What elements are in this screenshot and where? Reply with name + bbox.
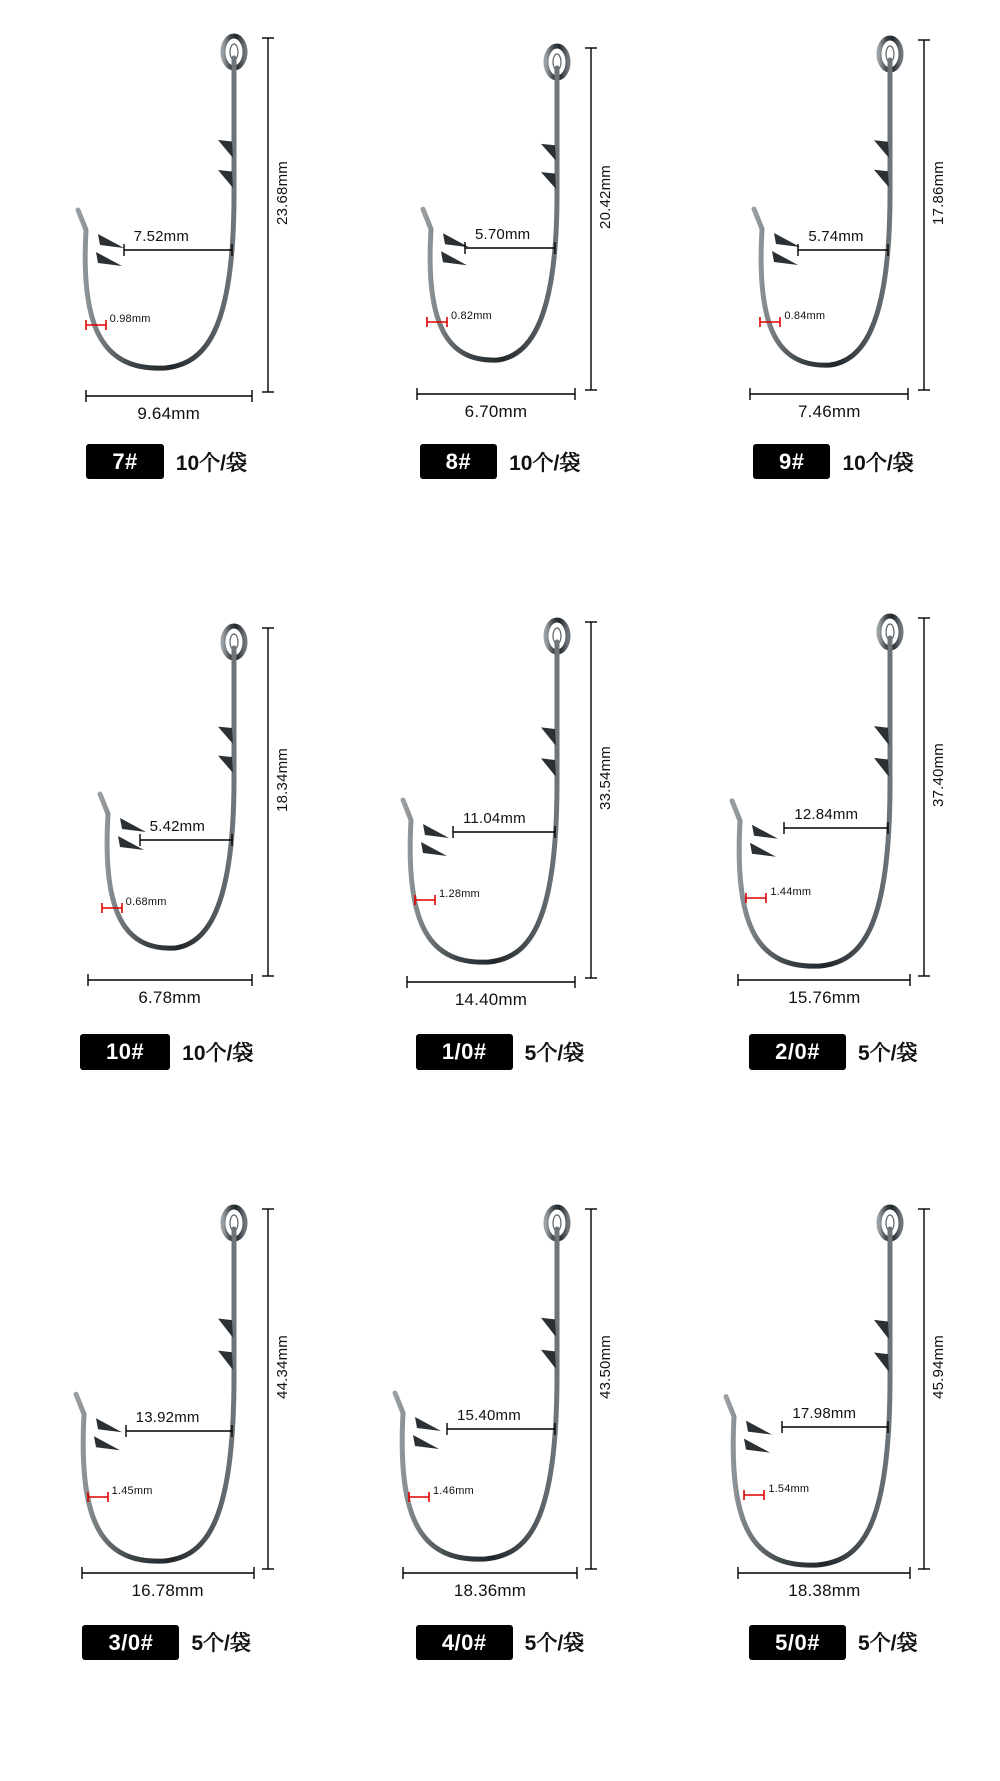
- hook-quantity-label: 10个/袋: [182, 1041, 254, 1065]
- hook-spec-cell: [0, 600, 333, 1190]
- gap-width-label: 5.74mm: [808, 228, 864, 245]
- bottom-width-label: 15.76mm: [788, 988, 861, 1008]
- gap-width-label: 12.84mm: [794, 806, 859, 824]
- barb-width-label: 0.98mm: [109, 313, 151, 325]
- hook-spec-cell: [0, 10, 333, 600]
- gap-width-label: 5.42mm: [149, 818, 206, 836]
- hook-size-badge: 4/0#: [416, 1625, 513, 1660]
- total-length-label: 43.50mm: [596, 1334, 614, 1399]
- hook-diagram: [12, 1191, 322, 1631]
- hook-size-badge: 10#: [80, 1034, 170, 1069]
- hook-spec-cell: [667, 600, 1000, 1190]
- barb-width-label: 0.68mm: [125, 896, 167, 909]
- gap-width-label: 7.52mm: [133, 228, 190, 245]
- total-length-label: 33.54mm: [596, 746, 614, 811]
- barb-width-label: 1.46mm: [432, 1484, 474, 1497]
- hook-size-badge: 3/0#: [82, 1625, 179, 1660]
- hook-quantity-label: 10个/袋: [509, 451, 581, 475]
- hook-quantity-label: 5个/袋: [524, 1632, 585, 1656]
- total-length-label: 45.94mm: [930, 1334, 948, 1399]
- hook-diagram: [345, 10, 655, 450]
- bottom-width-label: 18.36mm: [453, 1580, 527, 1600]
- hook-diagram: [678, 600, 988, 1040]
- bottom-width-label: 9.64mm: [137, 404, 200, 423]
- hook-quantity-label: 5个/袋: [857, 1632, 918, 1656]
- hook-diagram: [345, 600, 655, 1040]
- hook-size-badge: 5/0#: [749, 1625, 846, 1660]
- barb-width-label: 1.45mm: [111, 1484, 153, 1497]
- hook-diagram: [678, 1191, 988, 1631]
- total-length-label: 37.40mm: [930, 743, 948, 808]
- hook-spec-cell: [667, 1191, 1000, 1781]
- bottom-width-label: 6.70mm: [464, 402, 528, 421]
- barb-width-label: 1.54mm: [768, 1482, 810, 1495]
- total-length-label: 23.68mm: [273, 161, 291, 225]
- bottom-width-label: 16.78mm: [131, 1580, 204, 1600]
- hook-diagram: [12, 10, 322, 450]
- total-length-label: 17.86mm: [930, 161, 948, 225]
- hook-spec-cell: [667, 10, 1000, 600]
- hook-size-badge: 2/0#: [749, 1034, 846, 1069]
- hook-size-badge: 7#: [86, 444, 163, 479]
- bottom-width-label: 18.38mm: [788, 1580, 861, 1600]
- hook-spec-cell: [333, 600, 666, 1190]
- gap-width-label: 15.40mm: [456, 1406, 521, 1424]
- hook-diagram: [678, 10, 988, 450]
- hook-spec-cell: [333, 1191, 666, 1781]
- total-length-label: 44.34mm: [273, 1334, 291, 1399]
- hook-size-badge: 9#: [753, 444, 830, 479]
- barb-width-label: 0.82mm: [450, 310, 492, 322]
- hook-spec-cell: [0, 1191, 333, 1781]
- hook-spec-cell: [333, 10, 666, 600]
- barb-width-label: 1.28mm: [438, 888, 480, 901]
- hook-diagram: [345, 1191, 655, 1631]
- hook-size-badge: 8#: [420, 444, 497, 479]
- hook-quantity-label: 10个/袋: [175, 451, 247, 475]
- total-length-label: 18.34mm: [273, 748, 291, 813]
- hook-quantity-label: 5个/袋: [524, 1041, 585, 1065]
- hook-size-badge: 1/0#: [416, 1034, 513, 1069]
- hook-quantity-label: 10个/袋: [842, 451, 914, 475]
- gap-width-label: 13.92mm: [135, 1408, 200, 1426]
- bottom-width-label: 6.78mm: [138, 988, 201, 1008]
- bottom-width-label: 7.46mm: [798, 402, 861, 421]
- total-length-label: 20.42mm: [596, 165, 614, 229]
- barb-width-label: 1.44mm: [770, 886, 812, 899]
- gap-width-label: 5.70mm: [474, 226, 531, 243]
- hook-diagram: [12, 600, 322, 1040]
- bottom-width-label: 14.40mm: [454, 990, 528, 1010]
- hook-quantity-label: 5个/袋: [857, 1041, 918, 1065]
- gap-width-label: 11.04mm: [462, 810, 526, 828]
- gap-width-label: 17.98mm: [792, 1404, 857, 1422]
- hook-quantity-label: 5个/袋: [191, 1632, 251, 1656]
- barb-width-label: 0.84mm: [784, 310, 826, 322]
